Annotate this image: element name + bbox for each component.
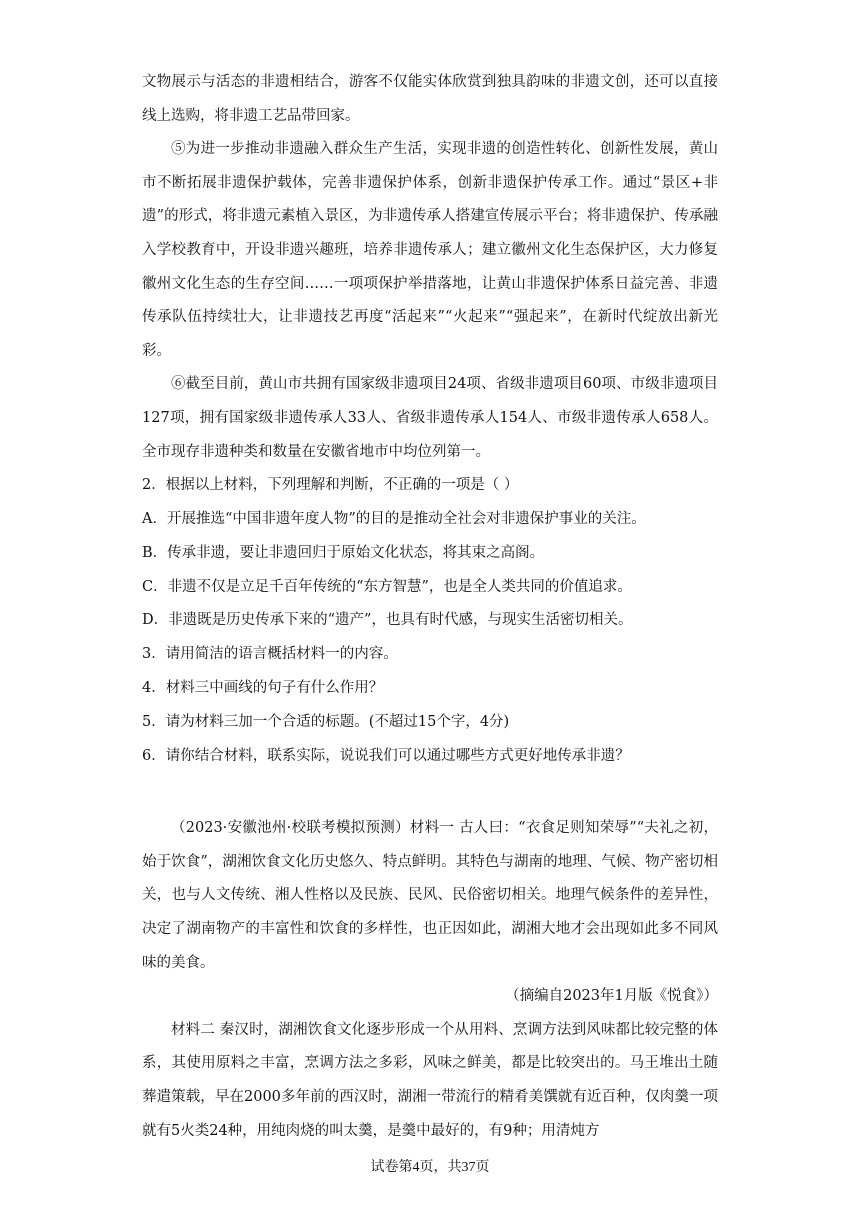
- material-2: 材料二 秦汉时，湖湘饮食文化逐步形成一个从用料、烹调方法到风味都比较完整的体系，其使用原料之丰富，烹调方法之多彩，风味之鲜美，都是比较突出的。马王堆出土随葬遣策载，早在2000多年前的西汉时，湖湘一带流行的精肴美馔就有近百种，仅肉羹一项就有5火类24种，用纯肉烧的叫太羹，是羹中最好的，有9种；用清炖方: [142, 1021, 718, 1139]
- question-2-option-a: A．开展推选“中国非遗年度人物”的目的是推动全社会对非遗保护事业的关注。: [142, 510, 646, 527]
- material-1: （2023·安徽池州·校联考模拟预测）材料一 古人曰：“衣食足则知荣辱”“夫礼之初，始于饮食”，湖湘饮食文化历史悠久、特点鲜明。其特色与湖南的地理、气候、物产密切相关，也与人文传统、湘人性格以及民族、民风、民俗密切相关。地理气候条件的差异性，决定了湖南物产的丰富性和饮食的多样性，也正因如此，湖湘大地才会出现如此多不同风味的美食。: [142, 820, 718, 971]
- question-2-option-c: C．非遗不仅是立足千百年传统的“东方智慧”，也是全人类共同的价值追求。: [142, 578, 632, 595]
- paragraph-continuation: 文物展示与活态的非遗相结合，游客不仅能实体欣赏到独具韵味的非遗文创，还可以直接线上选购，将非遗工艺品带回家。: [142, 74, 718, 124]
- section-gap: [142, 773, 718, 812]
- question-4: 4．材料三中画线的句子有什么作用？: [142, 679, 384, 696]
- material-1-source: （摘编自2023年1月版《悦食》）: [505, 988, 718, 1005]
- paragraph-6: ⑥截至目前，黄山市共拥有国家级非遗项目24项、省级非遗项目60项、市级非遗项目127项，拥有国家级非遗传承人33人、省级非遗传承人154人、市级非遗传承人658人。全市现存非遗种类和数量在安徽省地市中均位列第一。: [142, 376, 718, 460]
- question-2-option-d: D．非遗既是历史传承下来的“遗产”，也具有时代感，与现实生活密切相关。: [142, 612, 633, 629]
- page-footer: 试卷第4页，共37页: [370, 1160, 490, 1175]
- question-2: 2．根据以上材料，下列理解和判断，不正确的一项是（ ）: [142, 477, 519, 494]
- page-content: [142, 66, 718, 1148]
- question-2-option-b: B．传承非遗，要让非遗回归于原始文化状态，将其束之高阁。: [142, 544, 545, 561]
- question-3: 3．请用简洁的语言概括材料一的内容。: [142, 646, 398, 663]
- question-6: 6．请你结合材料，联系实际，说说我们可以通过哪些方式更好地传承非遗？: [142, 747, 630, 764]
- paragraph-5: ⑤为进一步推动非遗融入群众生产生活，实现非遗的创造性转化、创新性发展，黄山市不断拓展非遗保护载体，完善非遗保护体系，创新非遗保护传承工作。通过“景区+非遗”的形式，将非遗元素植入景区，为非遗传承人搭建宣传展示平台；将非遗保护、传承融入学校教育中，开设非遗兴趣班，培养非遗传承人；建立徽州文化生态保护区，大力修复徽州文化生态的生存空间……一项项保护举措落地，让黄山非遗保护体系日益完善、非遗传承队伍持续壮大，让非遗技艺再度“活起来”“火起来”“强起来”，在新时代绽放出新光彩。: [142, 141, 718, 359]
- question-5: 5．请为材料三加一个合适的标题。(不超过15个字，4分): [142, 713, 510, 730]
